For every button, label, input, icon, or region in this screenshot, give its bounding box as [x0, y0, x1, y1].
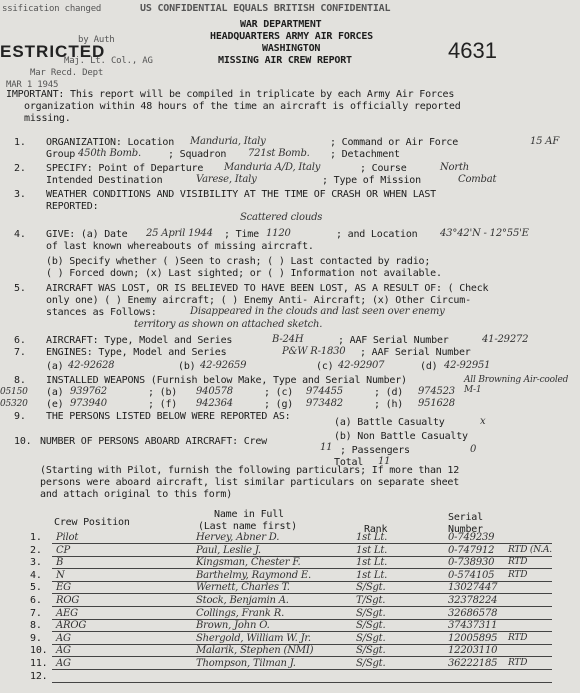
header-classification: US CONFIDENTIAL EQUALS BRITISH CONFIDENTIAL [140, 3, 391, 14]
s5-line-2: only one) ( ) Enemy aircraft; ( ) Enemy Anti- Aircraft; (x) Other Circum- [46, 295, 471, 306]
crew-row-rank: 1st Lt. [356, 532, 388, 543]
crew-row-rule [52, 543, 552, 544]
s10-label-pax: ; Passengers [340, 445, 410, 456]
crew-row-serial: 0-574105 [448, 570, 495, 581]
crew-row-position: ROG [56, 595, 80, 606]
instructions-3: and attach original to this form) [40, 489, 233, 500]
instructions-2: persons were aboard aircraft, list similar particulars on separate sheet [40, 477, 460, 488]
s2-mission: Combat [458, 174, 497, 185]
s5-circumstance-2: territory as shown on attached sketch. [134, 319, 323, 330]
s8-weapons-note: All Browning Air-cooled M-1 [464, 375, 569, 395]
crew-row-rule [52, 631, 552, 632]
crew-row-serial: 36222185 [448, 658, 498, 669]
crew-row-position: AEG [56, 608, 78, 619]
s4-label-whereabouts: of last known whereabouts of missing aircraft. [46, 241, 314, 252]
crew-row-position: B [56, 557, 64, 568]
crew-row-number: 4. [30, 570, 42, 581]
s7-engine-a: 42-92628 [68, 360, 115, 371]
s3-weather: Scattered clouds [240, 212, 323, 223]
s1-command: 15 AF [530, 136, 560, 147]
crew-row-serial: 13027447 [448, 582, 498, 593]
header-war-dept: WAR DEPARTMENT [240, 19, 322, 30]
crew-row-rule [52, 568, 552, 569]
crew-row-serial: 0-747912 [448, 545, 495, 556]
s8-weapon-b: 940578 [196, 386, 233, 397]
s6-label: AIRCRAFT: Type, Model and Series [46, 335, 233, 346]
crew-row-rank: 1st Lt. [356, 545, 388, 556]
s9-nonbattle-label: (b) Non Battle Casualty [334, 431, 468, 442]
document-number: 4631 [448, 38, 497, 63]
s8-num: 8. [14, 375, 26, 386]
s8-w-label-h: ; (h) [374, 399, 404, 410]
crew-row-rank: S/Sgt. [356, 608, 386, 619]
s8-w-label-c: ; (c) [264, 387, 294, 398]
important-line-2: organization within 48 hours of the time an aircraft is officially reported [24, 101, 461, 112]
s7-label-serial: ; AAF Serial Number [360, 347, 471, 358]
stamp-line-1: ssification changed [2, 4, 102, 14]
crew-row-number: 12. [30, 671, 48, 682]
s2-label-mission: ; Type of Mission [322, 175, 421, 186]
s6-num: 6. [14, 335, 26, 346]
s4-label-time: ; Time [224, 229, 259, 240]
stamp-line-5: Mar Recd. Dept [30, 68, 104, 78]
col-header-serial-1: Serial [448, 512, 483, 523]
s6-label-serial: ; AAF Serial Number [338, 335, 449, 346]
s8-w-label-a: (a) [46, 387, 64, 398]
s1-label-squadron: ; Squadron [168, 149, 227, 160]
stamp-line-4: Maj. Lt. Col., AG [64, 56, 153, 66]
s7-engine-c: 42-92907 [338, 360, 385, 371]
s7-engine-d: 42-92951 [444, 360, 491, 371]
s8-w-label-f: ; (f) [148, 399, 178, 410]
important-line-3: missing. [24, 113, 71, 124]
crew-row-rule [52, 606, 552, 607]
crew-row-note: RTD (N.A. [508, 545, 552, 555]
crew-row-serial: 12005895 [448, 633, 498, 644]
s1-label-group: Group [46, 149, 76, 160]
s5-num: 5. [14, 283, 26, 294]
header-washington: WASHINGTON [262, 43, 321, 54]
crew-row-name: Stock, Benjamin A. [196, 595, 289, 606]
crew-row-position: Pilot [56, 532, 79, 543]
s7-label: ENGINES: Type, Model and Series [46, 347, 227, 358]
stamp-line-6: MAR 1 1945 [6, 80, 59, 90]
s8-weapon-d: 974523 [418, 386, 455, 397]
crew-row-name: Barthelmy, Raymond E. [196, 570, 311, 581]
s10-total: 11 [378, 456, 391, 467]
crew-row-number: 9. [30, 633, 42, 644]
s8-w-label-g: ; (g) [264, 399, 294, 410]
s5-line-1: AIRCRAFT WAS LOST, OR IS BELIEVED TO HAVE BEEN LOST, AS A RESULT OF: ( Check [46, 283, 489, 294]
crew-row-name: Paul, Leslie J. [196, 545, 261, 556]
s7-c-label: (c) [316, 361, 334, 372]
s2-destination: Varese, Italy [196, 174, 257, 185]
crew-row-position: CP [56, 545, 70, 556]
s10-passengers: 0 [470, 444, 477, 455]
col-header-position: Crew Position [54, 517, 130, 528]
crew-row-name: Kingsman, Chester F. [196, 557, 301, 568]
crew-row-note: RTD [508, 557, 528, 567]
s1-label-detachment: ; Detachment [330, 149, 400, 160]
header-hq: HEADQUARTERS ARMY AIR FORCES [210, 31, 373, 42]
instructions-1: (Starting with Pilot, furnish the following particulars; If more than 12 [40, 465, 460, 476]
s10-label: NUMBER OF PERSONS ABOARD AIRCRAFT: Crew [40, 436, 267, 447]
crew-row-position: EG [56, 582, 71, 593]
s1-squadron: 721st Bomb. [248, 148, 310, 159]
s5-line-3: stances as Follows: [46, 307, 157, 318]
col-header-name-1: Name in Full [214, 509, 284, 520]
s8-weapon-a: 939762 [70, 386, 107, 397]
crew-row-note: RTD [508, 633, 528, 643]
crew-row-rule [52, 593, 552, 594]
s3-label-2: REPORTED: [46, 201, 99, 212]
crew-row-rank: 1st Lt. [356, 557, 388, 568]
crew-row-serial: 32378224 [448, 595, 498, 606]
s2-label-departure: SPECIFY: Point of Departure [46, 163, 204, 174]
restricted-stamp: ESTRICTED [0, 42, 106, 61]
crew-row-serial: 12203110 [448, 645, 498, 656]
s1-location: Manduria, Italy [190, 136, 266, 147]
s4-specify-2: ( ) Forced down; (x) Last sighted; or ( ) Information not available. [46, 268, 442, 279]
s8-margin-2: 05320 [0, 399, 28, 409]
crew-row-rule [52, 682, 552, 683]
crew-row-serial: 0-738930 [448, 557, 495, 568]
s3-num: 3. [14, 189, 26, 200]
s9-label: THE PERSONS LISTED BELOW WERE REPORTED AS: [46, 411, 291, 422]
crew-row-rank: S/Sgt. [356, 582, 386, 593]
s10-num: 10. [14, 436, 32, 447]
crew-row-rule [52, 669, 552, 670]
crew-row-name: Hervey, Abner D. [196, 532, 280, 543]
crew-row-rank: S/Sgt. [356, 645, 386, 656]
s1-num: 1. [14, 137, 26, 148]
s4-label-location: ; and Location [336, 229, 418, 240]
s4-time: 1120 [266, 228, 291, 239]
s8-margin-1: 05150 [0, 387, 28, 397]
col-header-rank: Rank [364, 524, 388, 535]
s4-specify-1: (b) Specify whether ( )Seen to crash; ( ) Last contacted by radio; [46, 256, 431, 267]
crew-row-note: RTD [508, 658, 528, 668]
s3-label-1: WEATHER CONDITIONS AND VISIBILITY AT THE TIME OF CRASH OR WHEN LAST [46, 189, 436, 200]
crew-row-rank: S/Sgt. [356, 633, 386, 644]
s4-label-date: GIVE: (a) Date [46, 229, 128, 240]
crew-row-position: AG [56, 658, 71, 669]
s2-label-course: ; Course [360, 163, 407, 174]
col-header-name-2: (Last name first) [198, 521, 297, 532]
s8-weapon-e: 973940 [70, 398, 107, 409]
s4-location: 43°42'N - 12°55'E [440, 228, 529, 239]
s7-d-label: (d) [420, 361, 438, 372]
s9-battle-mark: x [480, 416, 486, 427]
col-header-serial-2: Number [448, 524, 483, 535]
crew-row-serial: 32686578 [448, 608, 498, 619]
crew-row-position: AG [56, 633, 71, 644]
s7-num: 7. [14, 347, 26, 358]
crew-row-number: 2. [30, 545, 42, 556]
s8-weapon-g: 973482 [306, 398, 343, 409]
s2-course: North [440, 162, 470, 173]
s8-w-label-b: ; (b) [148, 387, 178, 398]
crew-row-rule [52, 656, 552, 657]
s2-departure: Manduria A/D, Italy [224, 162, 321, 173]
s8-weapon-f: 942364 [196, 398, 233, 409]
s7-engine-type: P&W R-1830 [282, 346, 346, 357]
crew-row-name: Malarik, Stephen (NMI) [196, 645, 314, 656]
s9-num: 9. [14, 411, 26, 422]
crew-row-rank: S/Sgt. [356, 620, 386, 631]
crew-row-serial: 37437311 [448, 620, 498, 631]
stamp-line-3: by Auth [78, 35, 115, 45]
crew-row-number: 1. [30, 532, 42, 543]
s1-group: 450th Bomb. [78, 148, 141, 159]
s7-a-label: (a) [46, 361, 64, 372]
s2-num: 2. [14, 163, 26, 174]
crew-row-rank: 1st Lt. [356, 570, 388, 581]
crew-row-number: 11. [30, 658, 48, 669]
form-title: MISSING AIR CREW REPORT [218, 55, 352, 66]
crew-row-note: RTD [508, 570, 528, 580]
crew-row-name: Brown, John O. [196, 620, 270, 631]
crew-row-name: Shergold, William W. Jr. [196, 633, 311, 644]
s5-circumstance-1: Disappeared in the clouds and last seen over enemy [190, 306, 445, 317]
s7-b-label: (b) [178, 361, 196, 372]
crew-row-name: Collings, Frank R. [196, 608, 285, 619]
s2-label-destination: Intended Destination [46, 175, 163, 186]
crew-row-number: 10. [30, 645, 48, 656]
crew-row-number: 8. [30, 620, 42, 631]
crew-row-rank: T/Sgt. [356, 595, 386, 606]
s6-aircraft-type: B-24H [272, 334, 304, 345]
crew-row-number: 5. [30, 582, 42, 593]
crew-row-position: AROG [56, 620, 87, 631]
crew-row-number: 3. [30, 557, 42, 568]
s9-battle-label: (a) Battle Casualty [334, 417, 445, 428]
s6-aircraft-serial: 41-29272 [482, 334, 529, 345]
s8-weapon-h: 951628 [418, 398, 455, 409]
crew-row-number: 7. [30, 608, 42, 619]
s8-w-label-d: ; (d) [374, 387, 404, 398]
s10-label-total: Total [334, 457, 364, 468]
crew-row-rank: S/Sgt. [356, 658, 386, 669]
crew-row-number: 6. [30, 595, 42, 606]
crew-row-name: Thompson, Tilman J. [196, 658, 296, 669]
s1-label-command: ; Command or Air Force [330, 137, 459, 148]
s8-label: INSTALLED WEAPONS (Furnish below Make, Type and Serial Number) [46, 375, 407, 386]
crew-row-position: AG [56, 645, 71, 656]
s8-w-label-e: (e) [46, 399, 64, 410]
s8-weapon-c: 974455 [306, 386, 343, 397]
s4-date: 25 April 1944 [146, 228, 213, 239]
crew-row-position: N [56, 570, 65, 581]
crew-row-serial: 0-749239 [448, 532, 495, 543]
s7-engine-b: 42-92659 [200, 360, 247, 371]
s10-crew: 11 [320, 442, 333, 453]
crew-row-name: Wernett, Charles T. [196, 582, 290, 593]
s1-label-location: ORGANIZATION: Location [46, 137, 175, 148]
s4-num: 4. [14, 229, 26, 240]
important-line-1: IMPORTANT: This report will be compiled in triplicate by each Army Air Forces [6, 89, 455, 100]
